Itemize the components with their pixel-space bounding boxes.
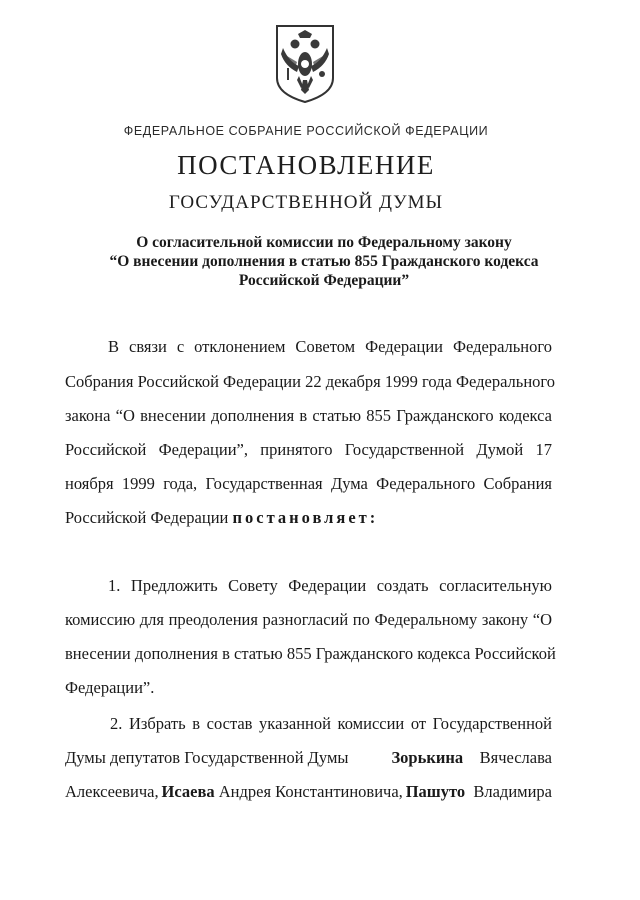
resolution-subject: [60, 233, 588, 290]
assembly-heading: ФЕДЕРАЛЬНОЕ СОБРАНИЕ РОССИЙСКОЙ ФЕДЕРАЦИИ: [123, 124, 489, 138]
deputy-first-name: Вячеслава: [479, 748, 552, 767]
subject-line: Российской Федерации”: [238, 272, 410, 289]
double-headed-eagle-icon: [273, 22, 337, 106]
coat-of-arms-emblem: [273, 22, 337, 106]
item1-line: Федерации”.: [65, 678, 155, 697]
preamble-line: ноября 1999 года, Государственная Дума Федерального Собрания: [65, 474, 552, 493]
item1-line: комиссию для преодоления разногласий по Федеральному закону “О: [65, 610, 552, 629]
deputy-name: [406, 782, 552, 802]
item2-text: Думы депутатов Государственной Думы: [65, 748, 349, 767]
preamble-line: Российской Федерации”, принятого Государственной Думой 17: [65, 440, 552, 459]
item2-line: [65, 748, 552, 768]
deputy-name: [162, 782, 403, 802]
item2-line: 2. Избрать в состав указанной комиссии от Государственной: [110, 714, 552, 733]
document-type-title: ПОСТАНОВЛЕНИЕ: [177, 150, 435, 180]
preamble-line: Собрания Российской Федерации 22 декабря 1999 года Федерального: [65, 372, 556, 391]
preamble-line: закона “О внесении дополнения в статью 855 Гражданского кодекса: [65, 406, 552, 425]
subject-line: О согласительной комиссии по Федеральному закону: [136, 234, 512, 251]
resolves-word: постановляет:: [232, 508, 379, 527]
deputy-surname: Исаева: [161, 782, 215, 801]
deputy-name: [391, 748, 552, 768]
subject-line: “О внесении дополнения в статью 855 Гражданского кодекса: [109, 253, 539, 270]
item2-text: Алексеевича,: [65, 782, 159, 801]
item2-line: [65, 782, 552, 802]
item1-line: внесении дополнения в статью 855 Гражданского кодекса Российской: [65, 644, 556, 663]
issuing-body-title: ГОСУДАРСТВЕННОЙ ДУМЫ: [168, 192, 444, 213]
item2-text: Андрея Константиновича,: [218, 782, 403, 801]
deputy-first-name: Владимира: [473, 782, 552, 801]
deputy-surname: Зорькина: [391, 748, 464, 767]
preamble-line-text: Российской Федерации: [65, 508, 229, 527]
item1-line: 1. Предложить Совету Федерации создать согласительную: [108, 576, 552, 595]
deputy-surname: Пашуто: [405, 782, 466, 801]
preamble-line: В связи с отклонением Советом Федерации Федерального: [108, 337, 552, 356]
preamble-line: [65, 508, 378, 528]
